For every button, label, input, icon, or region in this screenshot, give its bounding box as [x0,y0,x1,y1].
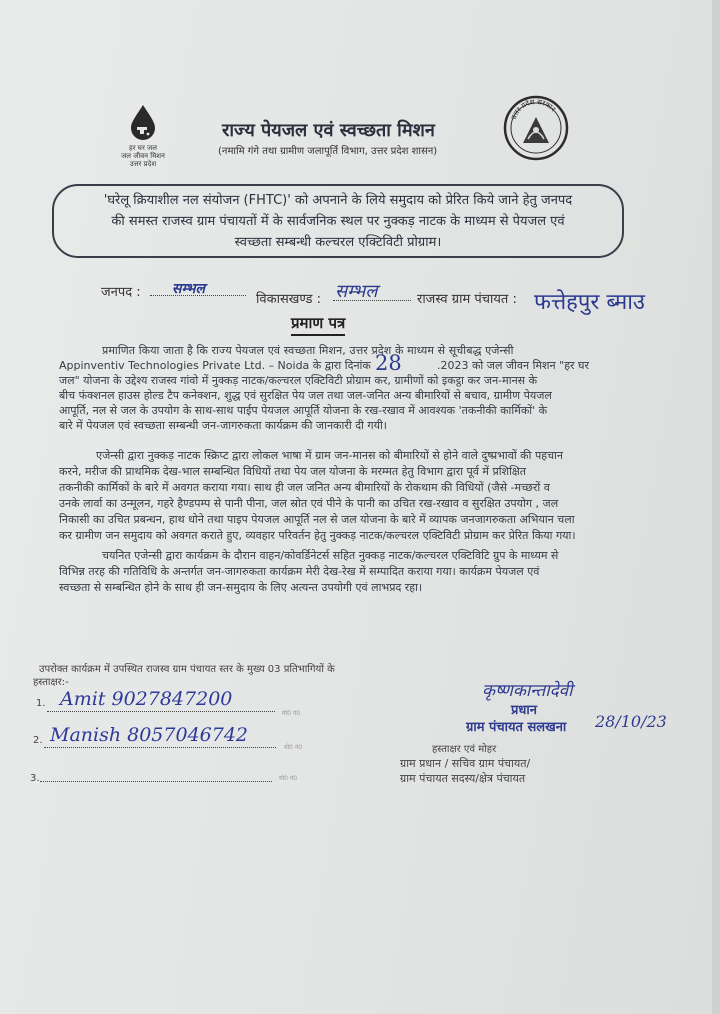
para2-line-4: उनके लार्वा का उन्मूलन, गहरे हैण्डपम्प से पानी पीना, जल स्रोत एवं पीने के पानी का उचित रख-रखाव व सुरक्षित उपयोग , जल [59,497,559,510]
seal-text: उत्तर प्रदेश सरकार [509,97,557,121]
stamp-pradhan: प्रधान [511,703,537,718]
logo-caption-2: जल जीवन मिशन [121,152,165,160]
participants-intro-2: हस्ताक्षर:- [33,677,69,688]
participant-3-line [40,781,272,782]
subject-box [52,184,624,258]
para1-line-6: बारे में पेयजल एवं स्वच्छता सम्बन्धी जन-जागरुकता कार्यक्रम की जानकारी दी गयी। [59,419,387,432]
pradhan-signature: कृष्णकान्तादेवी [482,681,573,701]
date-handwritten: 28 [375,351,402,375]
stamp-gram-panchayat: ग्राम पंचायत सलखना [466,720,567,735]
participant-1-mobile-label: मो0 नं0 [282,710,301,717]
block-value: सम्भल [335,281,378,302]
participant-1-line [47,711,275,712]
gram-panchayat-label: राजस्व ग्राम पंचायत : [417,292,517,307]
participant-2-number: 2. [33,735,43,746]
district-value: सम्भल [172,281,205,297]
block-label: विकासखण्ड : [256,292,322,307]
water-drop-icon [126,104,160,140]
signing-date: 28/10/23 [595,712,667,731]
logo-caption-3: उत्तर प्रदेश [129,160,157,168]
para2-line-5: निकासी का उचित प्रबन्धन, हाथ धोने तथा पाइप पेयजल आपूर्ति नल से जल योजना के बारे में व्यापक जनजागरुकता अभियान चला [59,513,575,526]
har-ghar-jal-logo [113,104,173,168]
participant-1-signature: Amit 9027847200 [60,688,233,710]
para1-line-2b: .2023 को जल जीवन मिशन "हर घर [437,359,590,372]
para1-line-1: प्रमाणित किया जाता है कि राज्य पेयजल एवं स्वच्छता मिशन, उत्तर प्रदेश के माध्यम से सूचीबद्ध एजेन्सी [102,344,514,357]
participant-2-line [44,747,276,748]
subject-line-2: की समस्त राजस्व ग्राम पंचायतों में के सार्वजनिक स्थल पर नुक्कड़ नाटक के माध्यम से पेयजल एवं [111,214,565,229]
para1-line-3: जल" योजना के उद्देश्य राजस्व गांवो में नुक्कड़ नाटक/कल्चरल एक्टिविटी प्रोग्राम कर, ग्रामीणों को इकट्ठा कर जन-मानस के [59,374,538,387]
para1-line-5: आपूर्ति, नल से जल के उपयोग के साथ-साथ पाईप पेयजल आपूर्ति योजना के रख-रखाव में आवश्यक 'तकनीकी कार्मिकों' के [59,404,548,417]
participants-intro-1: उपरोक्त कार्यक्रम में उपस्थित राजस्व ग्राम पंचायत स्तर के मुख्य 03 प्रतिभागियों के [39,664,335,675]
up-government-seal-icon [501,95,571,161]
district-label: जनपद : [101,285,141,300]
para2-line-1: एजेन्सी द्वारा नुक्कड़ नाटक स्क्रिप्ट द्वारा लोकल भाषा में ग्राम जन-मानस को बीमारियों से होने वाले दुष्प्रभावों की पहचान [96,449,564,462]
para2-line-3: तकनीकी कार्मिकों के बारे में अवगत कराया गया। साथ ही जल जनित अन्य बीमारियों के रोकथाम की विधियों (जैसे -मच्छरों व [59,481,550,494]
para1-line-4: बीच फंक्शनल हाउस होल्ड टैप कनेक्शन, शुद्ध एवं सुरक्षित पेय जल तथा जल-जनित अन्य बीमारियों से बचाव, ग्रामीण पेयजल [59,389,552,402]
subject-line-3: स्वच्छता सम्बन्धी कल्चरल एक्टिविटी प्रोग्राम। [234,235,442,250]
para1-line-2a: Appinventiv Technologies Private Ltd. – Noida के द्वारा दिनांक [59,359,371,372]
para3-line-2: विभिन्न तरह की गतिविधि के अन्तर्गत जन-जागरुकता कार्यक्रम मेरी देख-रेख में सम्पादित कराया गया। कार्यक्रम पेयजल एवं [59,565,540,578]
participant-3-number: 3. [30,773,40,784]
document-subtitle: (नमामि गंगे तथा ग्रामीण जलापूर्ति विभाग, उत्तर प्रदेश शासन) [218,146,438,157]
participant-2-signature: Manish 8057046742 [50,724,249,746]
document-title: राज्य पेयजल एवं स्वच्छता मिशन [222,120,435,141]
gram-panchayat-value: फत्तेहपुर ब्माउ [534,290,645,315]
signatory-role-1: ग्राम प्रधान / सचिव ग्राम पंचायत/ [400,757,531,770]
para3-line-3: स्वच्छता से सम्बन्धित होने के साथ ही जन-समुदाय के लिए अत्यन्त उपयोगी एवं लाभप्रद रहा। [59,581,423,594]
subject-line-1: 'घरेलू क्रियाशील नल संयोजन (FHTC)' को अपनाने के लिये समुदाय को प्रेरित किये जाने हेतु जनपद [103,193,573,208]
sign-and-seal-label: हस्ताक्षर एवं मोहर [432,744,497,755]
participant-2-mobile-label: मो0 नं0 [284,744,303,751]
participant-1-number: 1. [36,698,46,709]
para2-line-6: कर ग्रामीण जन समुदाय को अवगत कराते हुए, व्यवहार परिवर्तन हेतु नुक्कड़ नाटक/कल्चरल एक्टिविटी प्रोग्राम कर प्रेरित किया गया। [59,529,576,542]
para2-line-2: करने, मरीज की प्राथमिक देख-भाल सम्बन्धित विधियों तथा पेय जल योजना के मरम्मत हेतु विभाग द्वारा पूर्व में प्रशिक्षित [59,465,527,478]
signatory-role-2: ग्राम पंचायत सदस्य/क्षेत्र पंचायत [400,772,526,785]
participant-3-mobile-label: मो0 नं0 [279,775,298,782]
para3-line-1: चयनित एजेन्सी द्वारा कार्यक्रम के दौरान वाहन/कोवर्डिनेटर्स सहित नुक्कड़ नाटक/कल्चरल एक्टिविटि ग्रुप के माध्यम से [102,549,559,562]
certificate-heading: प्रमाण पत्र [291,313,345,336]
logo-caption-1: हर घर जल [129,144,157,152]
